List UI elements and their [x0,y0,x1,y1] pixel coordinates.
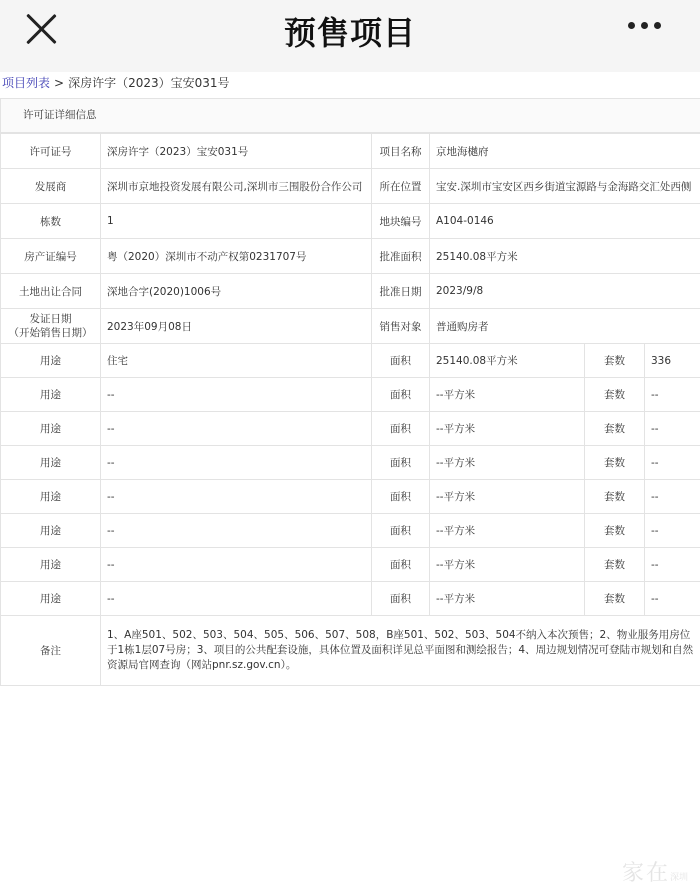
table-row [1,239,700,274]
sales-target-label: 销售对象 [372,309,430,344]
location-label: 所在位置 [372,169,430,204]
issue-date-label-line1: 发证日期 [29,313,72,325]
more-dots-icon[interactable] [628,22,662,30]
usage-row [1,582,700,616]
usage-row [1,548,700,582]
issue-date-label-line2: （开始销售日期） [8,327,93,339]
property-cert-value: 粤（2020）深圳市不动产权第0231707号 [101,239,372,274]
area-value: --平方米 [430,548,585,582]
table-row [1,274,700,309]
approval-date-label: 批准日期 [372,274,430,309]
usage-label: 用途 [1,480,101,514]
permit-number-label: 许可证号 [1,134,101,169]
developer-label: 发展商 [1,169,101,204]
usage-value: 住宅 [101,344,372,378]
section-title: 许可证详细信息 [0,99,700,133]
table-row [1,616,700,686]
usage-value: -- [101,412,372,446]
permit-details-table [0,133,700,686]
watermark-logo [622,856,688,887]
approved-area-label: 批准面积 [372,239,430,274]
approved-area-value: 25140.08平方米 [430,239,700,274]
usage-label: 用途 [1,412,101,446]
units-label: 套数 [585,582,645,616]
usage-value: -- [101,514,372,548]
issue-date-label [1,309,101,344]
usage-label: 用途 [1,548,101,582]
location-value: 宝安.深圳市宝安区西乡街道宝源路与金海路交汇处西侧 [430,169,700,204]
page-title: 预售项目 [283,14,416,52]
units-value: -- [645,378,700,412]
area-value: --平方米 [430,514,585,548]
issue-date-value: 2023年09月08日 [101,309,372,344]
usage-row [1,378,700,412]
usage-label: 用途 [1,582,101,616]
usage-value: -- [101,548,372,582]
breadcrumb-separator: > [54,76,65,90]
units-value: -- [645,582,700,616]
buildings-value: 1 [101,204,372,239]
usage-value: -- [101,378,372,412]
area-label: 面积 [372,378,430,412]
units-label: 套数 [585,446,645,480]
top-bar [0,0,700,72]
project-name-label: 项目名称 [372,134,430,169]
units-value: 336 [645,344,700,378]
usage-row [1,480,700,514]
permit-details [0,98,700,686]
property-cert-label: 房产证编号 [1,239,101,274]
usage-label: 用途 [1,446,101,480]
area-value: --平方米 [430,378,585,412]
area-value: --平方米 [430,582,585,616]
area-label: 面积 [372,344,430,378]
area-value: --平方米 [430,480,585,514]
watermark-main: 家在 [621,861,670,886]
units-label: 套数 [585,412,645,446]
usage-row [1,446,700,480]
usage-value: -- [101,480,372,514]
land-contract-value: 深地合字(2020)1006号 [101,274,372,309]
land-contract-label: 土地出让合同 [1,274,101,309]
usage-row [1,514,700,548]
units-value: -- [645,514,700,548]
units-label: 套数 [585,480,645,514]
area-value: 25140.08平方米 [430,344,585,378]
usage-value: -- [101,446,372,480]
permit-number-value: 深房许字（2023）宝安031号 [101,134,372,169]
sales-target-value: 普通购房者 [430,309,700,344]
plot-number-label: 地块编号 [372,204,430,239]
area-label: 面积 [372,582,430,616]
approval-date-value: 2023/9/8 [430,274,700,309]
usage-label: 用途 [1,344,101,378]
area-label: 面积 [372,548,430,582]
units-label: 套数 [585,378,645,412]
watermark-sub: 深圳 [669,873,688,883]
area-label: 面积 [372,480,430,514]
area-value: --平方米 [430,446,585,480]
area-value: --平方米 [430,412,585,446]
units-label: 套数 [585,548,645,582]
units-value: -- [645,412,700,446]
table-row [1,309,700,344]
units-value: -- [645,548,700,582]
plot-number-value: A104-0146 [430,204,700,239]
area-label: 面积 [372,412,430,446]
table-row [1,169,700,204]
usage-row [1,344,700,378]
usage-rows [1,344,700,616]
usage-label: 用途 [1,514,101,548]
units-value: -- [645,446,700,480]
remarks-label: 备注 [1,616,101,686]
breadcrumb [2,74,230,91]
buildings-label: 栋数 [1,204,101,239]
area-label: 面积 [372,446,430,480]
breadcrumb-link-project-list[interactable]: 项目列表 [2,76,51,90]
table-row [1,204,700,239]
usage-row [1,412,700,446]
units-label: 套数 [585,514,645,548]
units-label: 套数 [585,344,645,378]
developer-value: 深圳市京地投资发展有限公司,深圳市三围股份合作公司 [101,169,372,204]
table-row [1,134,700,169]
usage-value: -- [101,582,372,616]
usage-label: 用途 [1,378,101,412]
remarks-text: 1、A座501、502、503、504、505、506、507、508，B座501、502、503、504不纳入本次预售；2、物业服务用房位于1栋1层07号房；3、项目的公共配套设施，具体位置及面积详见总平面图和测绘报告；4、周边规划情况可登陆市规划和自然资源局官网查询（网站pnr.sz.gov.cn）。 [101,616,700,686]
area-label: 面积 [372,514,430,548]
units-value: -- [645,480,700,514]
project-name-value: 京地海樾府 [430,134,700,169]
breadcrumb-current: 深房许字（2023）宝安031号 [68,76,230,90]
